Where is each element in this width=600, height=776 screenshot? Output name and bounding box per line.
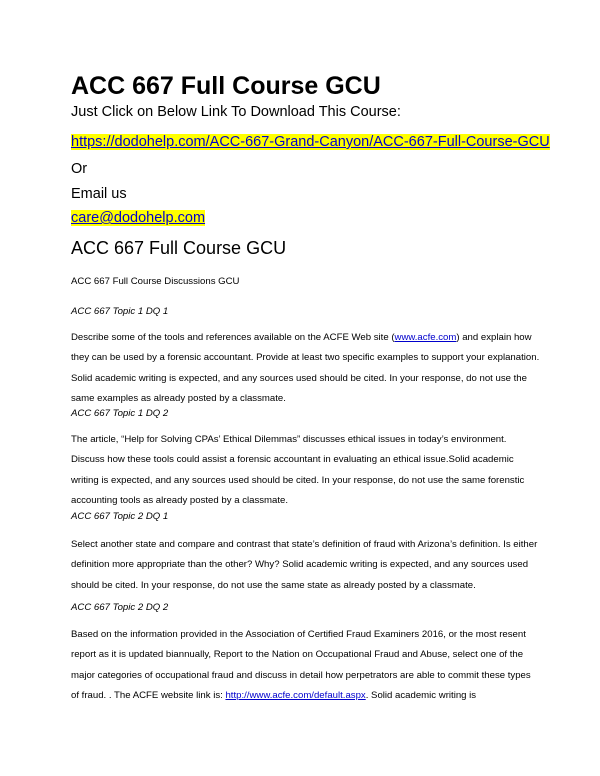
email-label: Email us [71, 186, 127, 202]
subtitle: ACC 667 Full Course GCU [71, 238, 287, 258]
or-text: Or [71, 161, 88, 177]
section-heading: ACC 667 Full Course Discussions GCU [71, 276, 240, 287]
acfe-default-link[interactable]: http://www.acfe.com/default.aspx [225, 689, 366, 701]
topic-paragraph: Describe some of the tools and references available on the ACFE Web site (www.acfe.com) and explain how they can be used by a forensic accountant. Provide at least two specific examples to support your explanation. Solid academic writing is expected, and any sources used should be cited. In your response, do not use the same examples as already posted by a classmate. [71, 332, 540, 404]
topic-paragraph: Based on the information provided in the Association of Certified Fraud Examiners 2016, or the most resent report as it is updated biannually, Report to the Nation on Occupational Fraud and Abuse, select one of the major categories of occupational fraud and discuss in detail how perpetrators are able to commit these types of fraud. . The ACFE website link is: http://www.acfe.com/default.aspx. Solid academic writing is [71, 629, 531, 701]
email-line [71, 208, 205, 228]
page-title: ACC 667 Full Course GCU [71, 72, 381, 100]
download-link-line [71, 132, 550, 152]
email-link[interactable]: care@dodohelp.com [71, 210, 206, 226]
topic-paragraph: The article, “Help for Solving CPAs’ Ethical Dilemmas” discusses ethical issues in today’s environment. Discuss how these tools could assist a forensic accountant in evaluating an ethical issue.Solid academic writing is expected, and any sources used should be cited. In your response, do not use the same forenstic accounting tools as already posted by a classmate. [71, 434, 525, 506]
topic-heading: ACC 667 Topic 1 DQ 2 [71, 408, 169, 419]
topic-paragraph: Select another state and compare and contrast that state’s definition of fraud with Arizona’s definition. Is either definition more appropriate than the other? Why? Solid academic writing is expected, and any sources used should be cited. In your response, do not use the same state as already posted by a classmate. [71, 539, 538, 591]
topic-heading: ACC 667 Topic 2 DQ 2 [71, 602, 169, 613]
download-link[interactable]: https://dodohelp.com/ACC-667-Grand-Canyon/ACC-667-Full-Course-GCU [71, 134, 550, 150]
intro-text: Just Click on Below Link To Download This Course: [71, 104, 401, 120]
acfe-link[interactable]: www.acfe.com [394, 332, 457, 343]
topic-heading: ACC 667 Topic 2 DQ 1 [71, 511, 169, 522]
topic-heading: ACC 667 Topic 1 DQ 1 [71, 306, 169, 317]
